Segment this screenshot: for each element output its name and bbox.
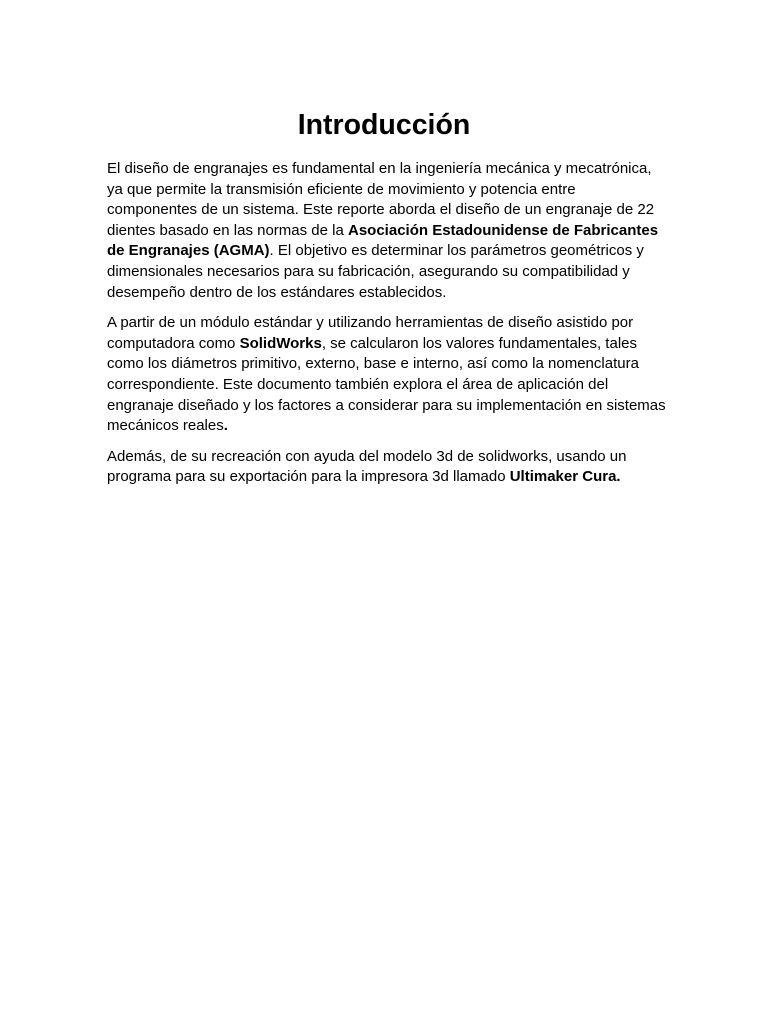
paragraph-2-bold-period: . bbox=[223, 417, 228, 435]
paragraph-3-text-a: Además, de su recreación con ayuda del modelo 3d de solidworks, usando un programa para su exportación para la impresora 3d llamado bbox=[107, 447, 627, 486]
paragraph-1-text-c: . El objetivo es determinar los parámetros geométricos y dimensionales necesarios para su fabricación, asegurando su compatibilidad y desempeño dentro de los estándares establecidos. bbox=[107, 242, 644, 301]
paragraph-2 bbox=[107, 313, 667, 437]
paragraph-2-text-a: A partir de un módulo estándar y utilizando herramientas de diseño asistido por computadora como bbox=[107, 314, 634, 352]
paragraph-1 bbox=[107, 159, 667, 303]
paragraph-2-text-c: , se calcularon los valores fundamentales, tales como los diámetros primitivo, externo, base e interno, así como la nomenclatura correspondiente. Este documento también explora el área de aplicación del engranaje diseñado y los factores a considerar para su implementación en sistemas mecánicos reales bbox=[107, 334, 666, 435]
solidworks-bold-text: SolidWorks bbox=[239, 334, 322, 352]
ultimaker-cura-bold-text: Ultimaker Cura. bbox=[509, 468, 621, 486]
body-text bbox=[107, 159, 667, 498]
agma-bold-text: Asociación Estadounidense de Fabricantes de Engranajes (AGMA) bbox=[107, 221, 659, 260]
paragraph-3 bbox=[107, 447, 667, 488]
paragraph-1-text-a: El diseño de engranajes es fundamental en la ingeniería mecánica y mecatrónica, ya que permite la transmisión eficiente de movimiento y potencia entre componentes de un sistema. Este reporte aborda el diseño de un engranaje de 22 dientes basado en las normas de la bbox=[107, 160, 655, 239]
page-title: Introducción bbox=[297, 109, 471, 141]
